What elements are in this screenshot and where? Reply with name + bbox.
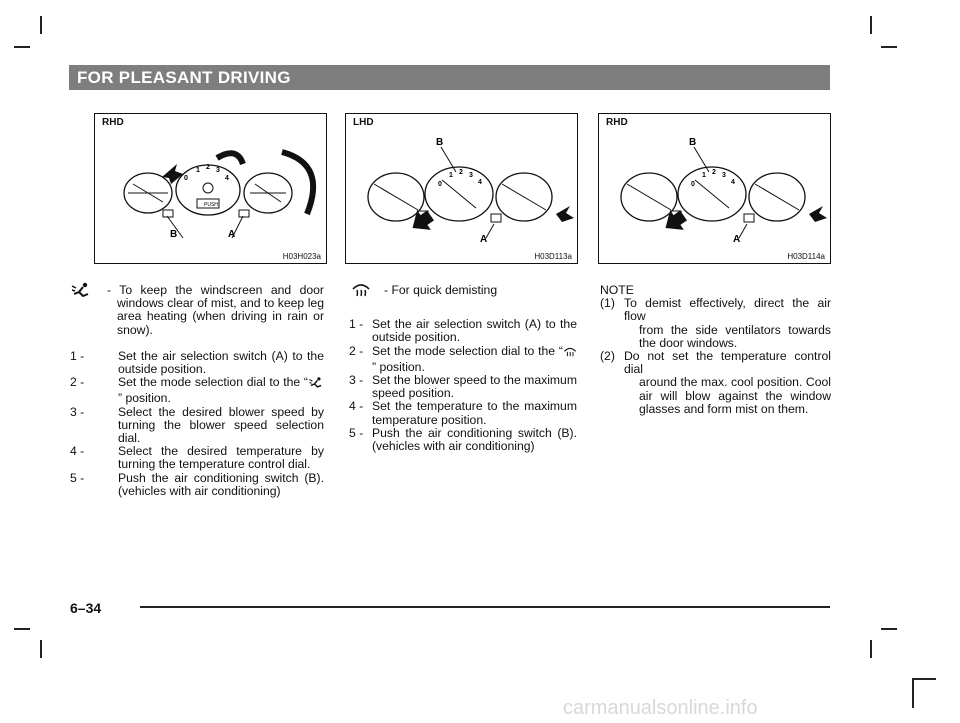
control-panel-illustration bbox=[95, 114, 328, 265]
dial-number: 0 bbox=[184, 175, 188, 182]
column-defrost bbox=[349, 284, 577, 453]
dial-number: 2 bbox=[459, 169, 463, 176]
callout-b: B bbox=[436, 137, 444, 148]
step-text: Select the desired temperature by turning the temperature control dial. bbox=[118, 444, 324, 472]
dial-number: 1 bbox=[449, 172, 453, 179]
step-text: Push the air conditioning switch (B). (vehicles with air conditioning) bbox=[118, 470, 324, 498]
step-number: 2 - bbox=[349, 343, 364, 358]
note-title: NOTE bbox=[600, 283, 634, 297]
figure-label: RHD bbox=[102, 117, 124, 128]
figure-label: RHD bbox=[606, 117, 628, 128]
step-list bbox=[70, 350, 324, 498]
crop-mark bbox=[14, 46, 30, 48]
step-number: 4 - bbox=[349, 399, 364, 414]
ac-switch bbox=[163, 210, 173, 217]
air-selection-switch bbox=[491, 214, 501, 222]
step-list bbox=[349, 318, 577, 453]
note-text-rest: from the side ventilators towards the door windows. bbox=[639, 322, 831, 350]
dial-number: 4 bbox=[478, 179, 482, 186]
note-text-first: Do not set the temperature control dial bbox=[624, 349, 831, 377]
crop-mark bbox=[881, 46, 897, 48]
section-title: FOR PLEASANT DRIVING bbox=[77, 68, 291, 87]
site-watermark: carmanualsonline.info bbox=[563, 697, 758, 719]
step-text-post: ” position. bbox=[118, 391, 171, 406]
callout-b: B bbox=[689, 137, 697, 148]
control-panel-illustration bbox=[346, 114, 579, 265]
crop-mark bbox=[40, 16, 42, 34]
air-selection-switch bbox=[239, 210, 249, 217]
step-item bbox=[70, 472, 324, 498]
step-item bbox=[70, 350, 324, 376]
note-number: (1) bbox=[600, 296, 615, 311]
column-note bbox=[600, 284, 831, 416]
step-number: 1 - bbox=[349, 317, 364, 332]
step-number: 3 - bbox=[70, 404, 85, 419]
air-selection-switch bbox=[744, 214, 754, 222]
foot-windscreen-mode-icon bbox=[70, 282, 92, 301]
dial-number: 2 bbox=[712, 169, 716, 176]
rotation-arrow bbox=[217, 153, 243, 164]
figure-code: H03D114a bbox=[787, 252, 825, 261]
intro-text: - For quick demisting bbox=[384, 283, 498, 297]
page-number: 6–34 bbox=[70, 600, 102, 616]
crop-mark bbox=[40, 640, 42, 658]
control-panel-illustration bbox=[599, 114, 832, 265]
step-text: Set the temperature to the maximum temperature position. bbox=[372, 399, 577, 427]
figure-lhd-defrost bbox=[345, 113, 578, 264]
step-number: 5 - bbox=[70, 470, 85, 485]
dial-number: 4 bbox=[731, 179, 735, 186]
crop-mark bbox=[870, 640, 872, 658]
defrost-mode-icon bbox=[351, 282, 371, 301]
dial-number: 3 bbox=[469, 172, 473, 179]
step-number: 1 - bbox=[70, 348, 85, 363]
step-text: Set the air selection switch (A) to the outside position. bbox=[118, 348, 324, 377]
step-number: 2 - bbox=[70, 375, 85, 390]
callout-a: A bbox=[480, 234, 488, 245]
step-item bbox=[70, 445, 324, 471]
crop-mark bbox=[912, 678, 936, 680]
step-text: Set the air selection switch (A) to the outside position. bbox=[372, 317, 577, 345]
step-text: Set the blower speed to the maximum speed position. bbox=[372, 373, 577, 401]
footer-rule bbox=[140, 606, 830, 608]
figure-code: H03H023a bbox=[282, 252, 321, 261]
step-number: 4 - bbox=[70, 444, 85, 459]
note-number: (2) bbox=[600, 349, 615, 364]
note-text-rest: around the max. cool position. Cool air will blow against the window glasses and form mist on them. bbox=[639, 375, 831, 416]
step-item bbox=[349, 318, 577, 344]
defrost-mode-icon bbox=[563, 346, 577, 361]
dial-number: 2 bbox=[206, 164, 210, 171]
section-header bbox=[69, 65, 830, 90]
push-label: PUSH bbox=[204, 202, 218, 208]
dial-number: 0 bbox=[438, 181, 442, 188]
figure-rhd-foot-windscreen bbox=[94, 113, 327, 264]
step-item bbox=[70, 406, 324, 446]
step-number: 5 - bbox=[349, 425, 364, 440]
dial-number: 1 bbox=[702, 172, 706, 179]
note-item bbox=[600, 297, 831, 350]
figure-label: LHD bbox=[353, 117, 374, 128]
callout-a: A bbox=[228, 229, 236, 240]
step-item bbox=[70, 376, 324, 405]
step-text-post: ” position. bbox=[372, 359, 425, 374]
foot-windscreen-mode-icon bbox=[308, 376, 324, 392]
step-text-pre: Set the mode selection dial to the “ bbox=[372, 343, 563, 358]
dial-number: 1 bbox=[196, 167, 200, 174]
dial-number: 4 bbox=[225, 175, 229, 182]
step-item bbox=[349, 345, 577, 374]
note-item bbox=[600, 350, 831, 416]
crop-mark bbox=[881, 628, 897, 630]
step-item bbox=[349, 374, 577, 400]
note-text-first: To demist effectively, direct the air flow bbox=[624, 296, 831, 324]
crop-mark bbox=[912, 678, 914, 708]
arrow-indicator bbox=[809, 206, 827, 222]
step-text: Select the desired blower speed by turning the blower speed selection dial. bbox=[118, 404, 324, 446]
arrow-indicator bbox=[556, 206, 574, 222]
intro-text: - To keep the windscreen and door windows clear of mist, and to keep leg area heating (when driving in rain or snow). bbox=[107, 283, 324, 337]
step-number: 3 - bbox=[349, 373, 364, 388]
crop-mark bbox=[14, 628, 30, 630]
figure-rhd-defrost bbox=[598, 113, 831, 264]
intro-paragraph bbox=[70, 284, 324, 337]
dial-number: 3 bbox=[216, 167, 220, 174]
step-item bbox=[349, 400, 577, 426]
step-text: Push the air conditioning switch (B). (vehicles with air conditioning) bbox=[372, 425, 577, 454]
figure-code: H03D113a bbox=[534, 252, 572, 261]
column-foot-windscreen bbox=[70, 284, 324, 498]
dial-number: 3 bbox=[722, 172, 726, 179]
crop-mark bbox=[870, 16, 872, 34]
intro-paragraph bbox=[349, 284, 577, 297]
callout-b: B bbox=[170, 229, 178, 240]
dial-number: 0 bbox=[691, 181, 695, 188]
step-item bbox=[349, 427, 577, 453]
callout-a: A bbox=[733, 234, 741, 245]
step-text-pre: Set the mode selection dial to the “ bbox=[118, 375, 308, 390]
